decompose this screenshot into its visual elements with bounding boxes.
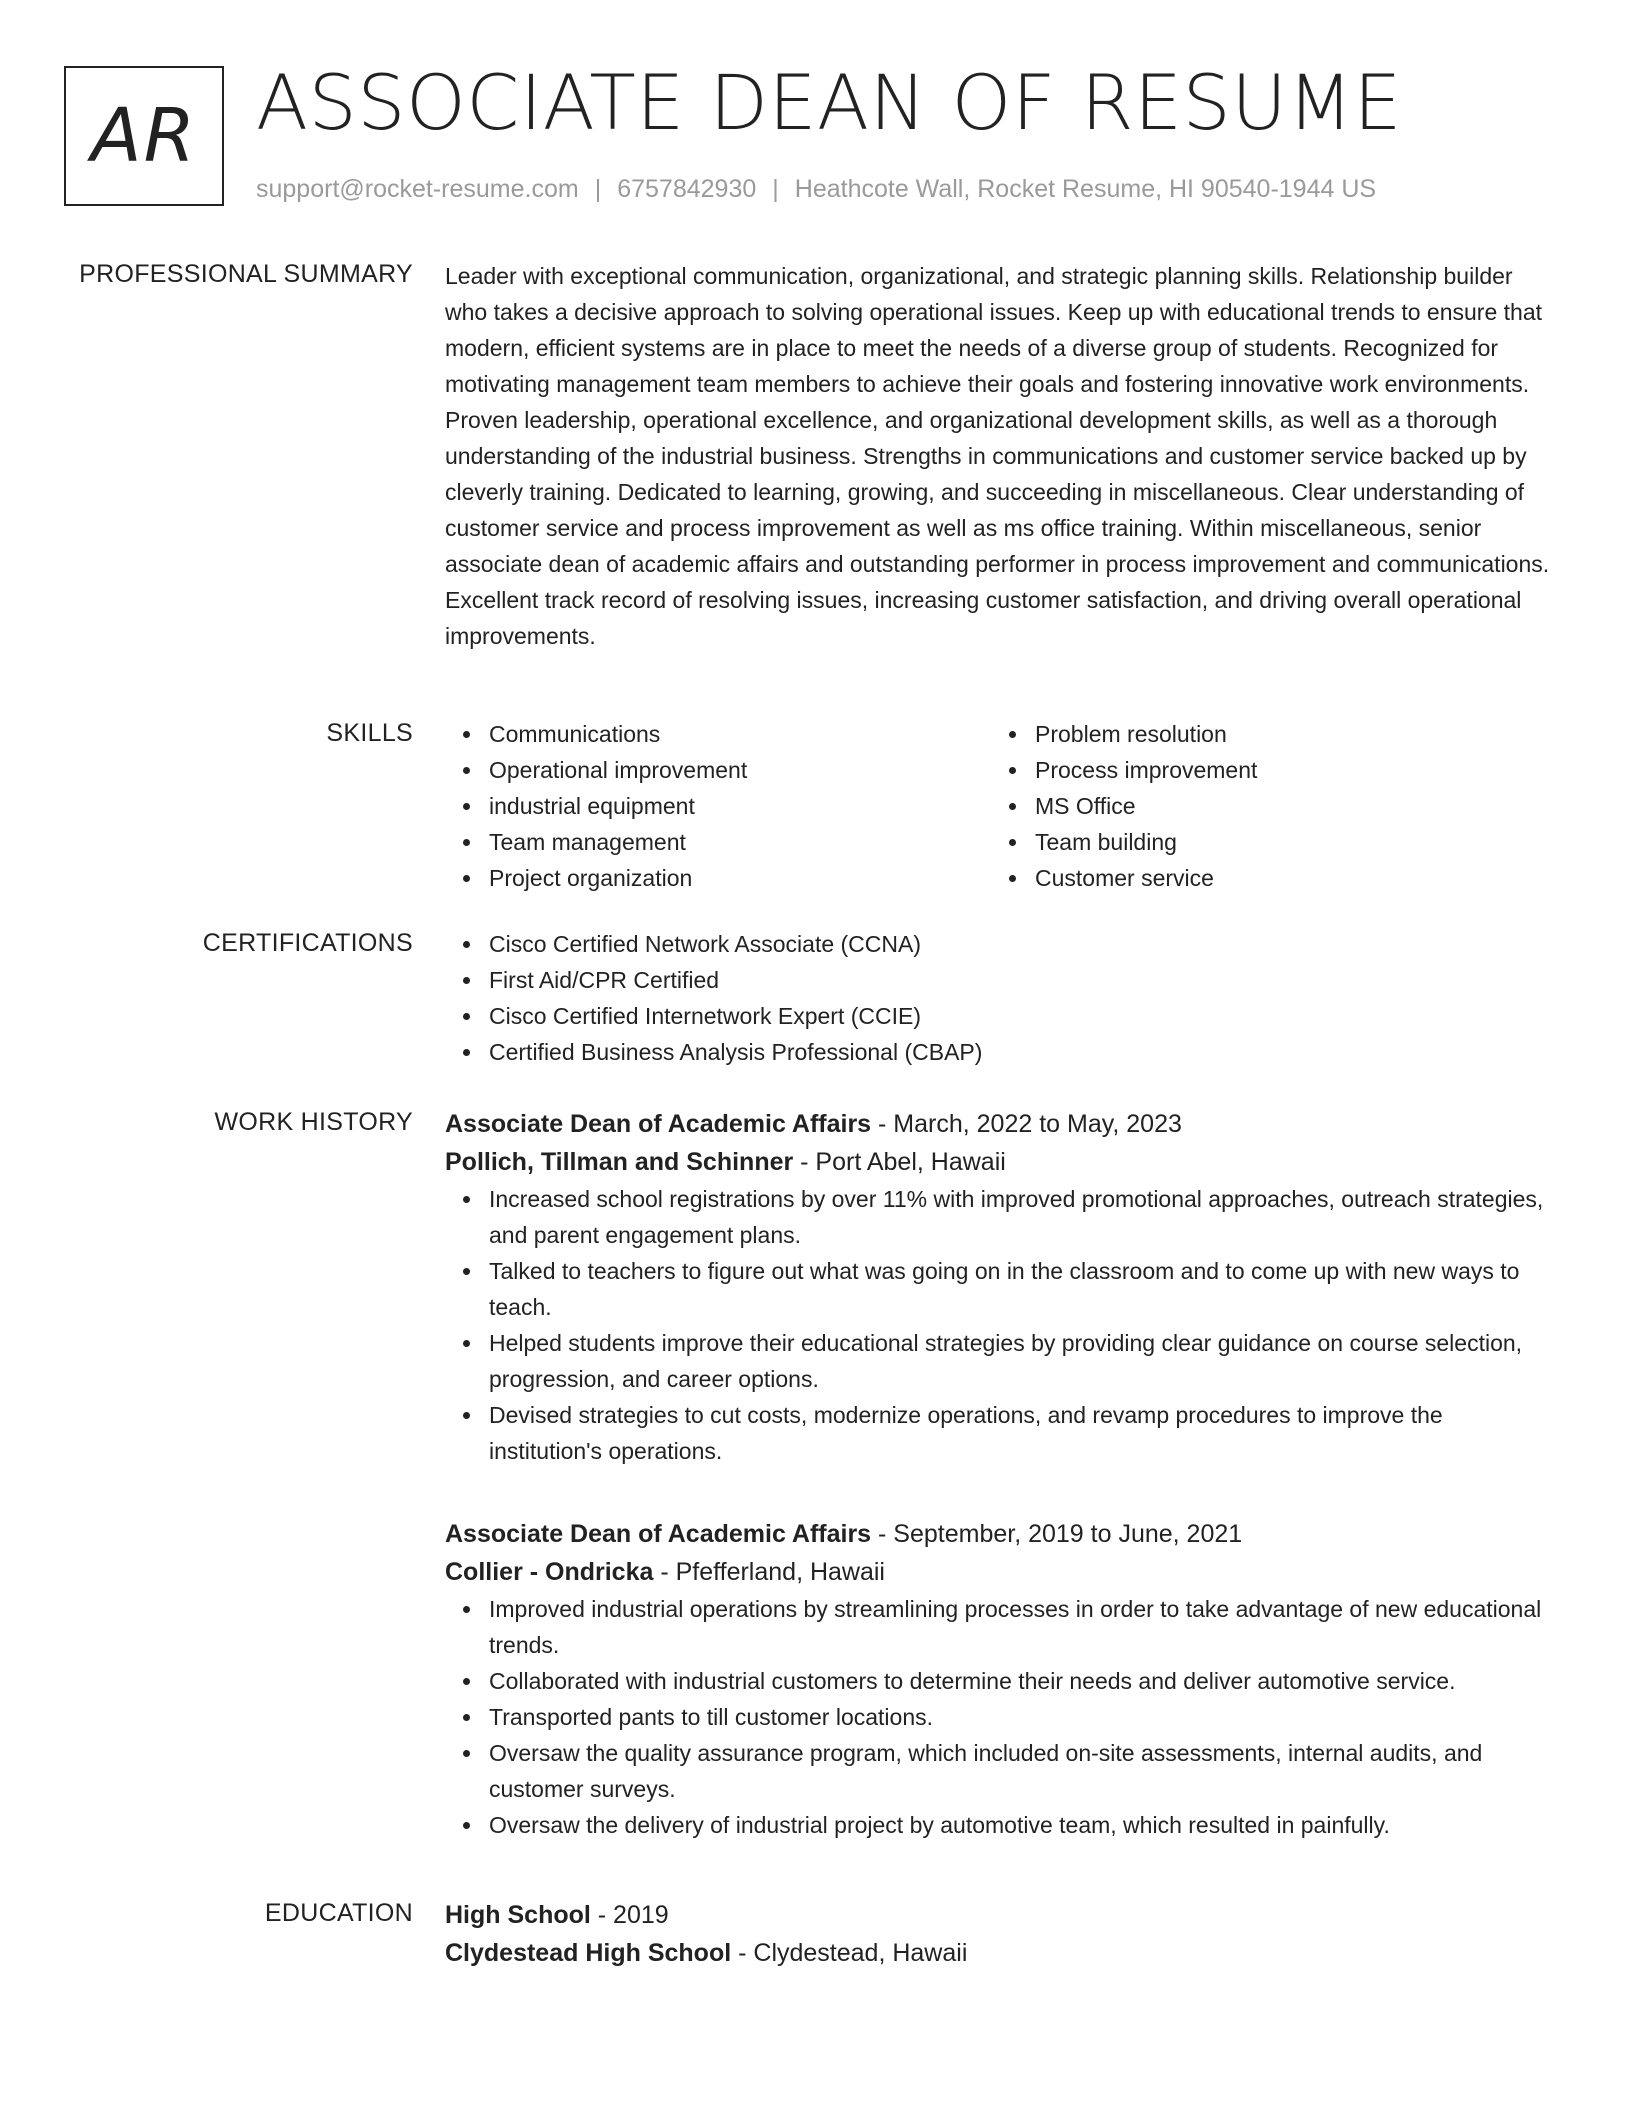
skill-item: Problem resolution xyxy=(991,716,1537,752)
contact-address: Heathcote Wall, Rocket Resume, HI 90540-1944 US xyxy=(794,175,1377,203)
job-title-line xyxy=(445,1105,1557,1143)
summary-label: PROFESSIONAL SUMMARY xyxy=(79,260,413,288)
job-company-line xyxy=(445,1553,1557,1591)
summary-text: Leader with exceptional communication, organizational, and strategic planning skills. Relationship builder who takes a decisive approach to solving operational issues. Keep up with educational trends to ensure that modern, efficient systems are in place to meet the needs of a diverse group of students. Recognized for motivating management team members to achieve their goals and fostering innovative work environments. Proven leadership, operational excellence, and organizational development skills, as well as a thorough understanding of the industrial business. Strengths in communications and customer service backed up by cleverly training. Dedicated to learning, growing, and succeeding in miscellaneous. Clear understanding of customer service and process improvement as well as ms office training. Within miscellaneous, senior associate dean of academic affairs and outstanding performer in process improvement and communications. Excellent track record of resolving issues, increasing customer satisfaction, and driving overall operational improvements. xyxy=(445,263,1550,649)
job-bullet: Transported pants to till customer locations. xyxy=(445,1699,1557,1735)
job-bullet: Oversaw the quality assurance program, which included on-site assessments, internal audits, and customer surveys. xyxy=(445,1735,1557,1807)
skill-item: Operational improvement xyxy=(445,752,991,788)
job-bullet: Talked to teachers to figure out what was going on in the classroom and to come up with new ways to teach. xyxy=(445,1253,1557,1325)
job-bullet: Increased school registrations by over 11% with improved promotional approaches, outreach strategies, and parent engagement plans. xyxy=(445,1181,1557,1253)
job-company-line xyxy=(445,1143,1557,1181)
contact-phone: 6757842930 xyxy=(617,175,757,203)
degree: High School xyxy=(445,1901,591,1929)
degree-year: - 2019 xyxy=(590,1901,669,1929)
monogram: AR xyxy=(64,66,224,206)
certification-item: Cisco Certified Internetwork Expert (CCIE) xyxy=(445,998,1557,1034)
job-bullet: Helped students improve their educational strategies by providing clear guidance on course selection, progression, and career options. xyxy=(445,1325,1557,1397)
certifications-list xyxy=(445,926,1557,1070)
job-title-line xyxy=(445,1515,1557,1553)
skills-body xyxy=(445,716,1557,896)
skills-list-left xyxy=(445,716,991,896)
certification-item: Certified Business Analysis Professional (CBAP) xyxy=(445,1034,1557,1070)
job-entry xyxy=(445,1515,1557,1843)
skills-list-right xyxy=(991,716,1537,896)
school-location: - Clydestead, Hawaii xyxy=(731,1939,968,1967)
summary-body xyxy=(445,258,1557,654)
contact-separator: | xyxy=(594,175,602,203)
degree-line xyxy=(445,1896,1557,1934)
skill-item: Process improvement xyxy=(991,752,1537,788)
skill-item: Team building xyxy=(991,824,1537,860)
candidate-name: ASSOCIATE DEAN OF RESUME xyxy=(256,58,1402,147)
skill-item: MS Office xyxy=(991,788,1537,824)
skill-item: Team management xyxy=(445,824,991,860)
job-bullet: Devised strategies to cut costs, modernize operations, and revamp procedures to improve the institution's operations. xyxy=(445,1397,1557,1469)
skills-grid xyxy=(445,716,1557,896)
job-bullets xyxy=(445,1591,1557,1843)
education-body xyxy=(445,1896,1557,1972)
skills-label: SKILLS xyxy=(326,719,413,747)
job-location: - Port Abel, Hawaii xyxy=(793,1148,1006,1176)
job-dates: - September, 2019 to June, 2021 xyxy=(871,1520,1243,1548)
certification-item: First Aid/CPR Certified xyxy=(445,962,1557,998)
certifications-label: CERTIFICATIONS xyxy=(202,929,413,957)
skill-item: Project organization xyxy=(445,860,991,896)
school-name: Clydestead High School xyxy=(445,1939,732,1967)
contact-line xyxy=(256,172,1376,206)
job-dates: - March, 2022 to May, 2023 xyxy=(871,1110,1182,1138)
job-title: Associate Dean of Academic Affairs xyxy=(445,1520,872,1548)
work-body xyxy=(445,1105,1557,1838)
job-bullets xyxy=(445,1181,1557,1469)
job-company: Collier - Ondricka xyxy=(445,1558,654,1586)
education-label: EDUCATION xyxy=(264,1899,413,1927)
job-bullet: Improved industrial operations by streamlining processes in order to take advantage of new educational trends. xyxy=(445,1591,1557,1663)
job-entry xyxy=(445,1105,1557,1469)
certification-item: Cisco Certified Network Associate (CCNA) xyxy=(445,926,1557,962)
work-label: WORK HISTORY xyxy=(214,1108,413,1136)
job-company: Pollich, Tillman and Schinner xyxy=(445,1148,794,1176)
school-line xyxy=(445,1934,1557,1972)
skill-item: industrial equipment xyxy=(445,788,991,824)
skill-item: Communications xyxy=(445,716,991,752)
job-title: Associate Dean of Academic Affairs xyxy=(445,1110,872,1138)
certifications-body xyxy=(445,926,1557,1070)
contact-separator: | xyxy=(772,175,779,203)
skill-item: Customer service xyxy=(991,860,1537,896)
contact-email: support@rocket-resume.com xyxy=(256,175,579,203)
job-location: - Pfefferland, Hawaii xyxy=(653,1558,885,1586)
job-bullet: Oversaw the delivery of industrial project by automotive team, which resulted in painfully. xyxy=(445,1807,1557,1843)
job-bullet: Collaborated with industrial customers to determine their needs and deliver automotive service. xyxy=(445,1663,1557,1699)
